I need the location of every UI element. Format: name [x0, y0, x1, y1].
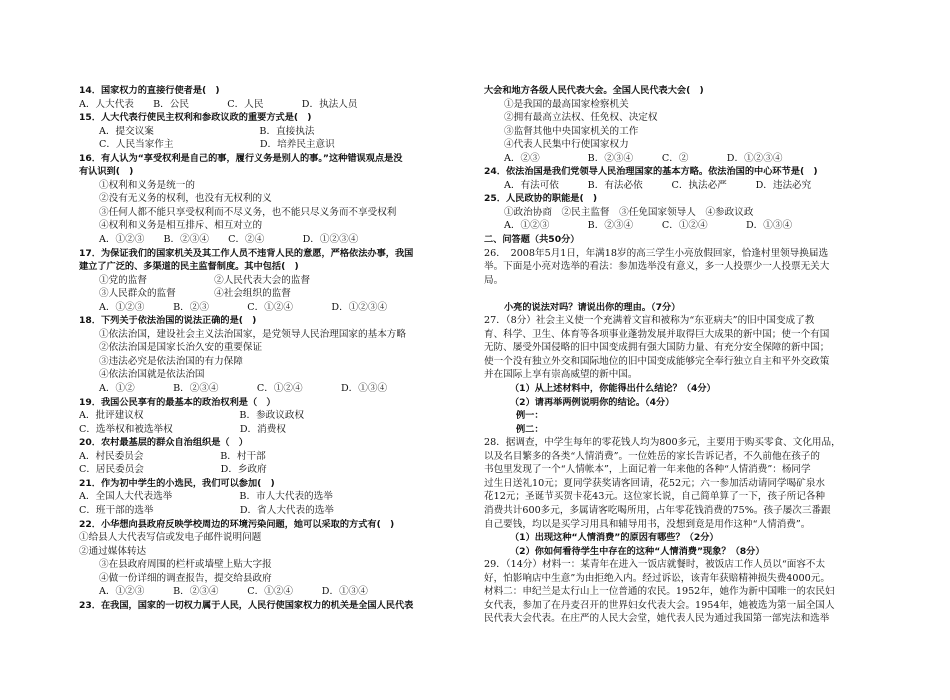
left-line: A．①② B．②③④ C．①②④ D．①③④	[99, 383, 388, 395]
right-line: ①是我国的最高国家检察机关	[504, 98, 629, 110]
left-line: ④做一份详细的调查报告，提交给县政府	[99, 572, 272, 584]
left-line: ①权利和义务是统一的	[99, 179, 195, 191]
right-line: 二、问答题（共50分）	[484, 234, 580, 246]
left-line: A．批评建议权 B．参政议政权	[79, 410, 305, 422]
right-line: 25．人民政协的职能是( )	[484, 193, 598, 205]
right-line: 大会和地方各级人民代表大会。全国人民代表大会( )	[484, 85, 704, 96]
left-line: 19．我国公民享有的最基本的政治权利是（ ）	[79, 396, 276, 408]
right-line: 书包里发现了一个“人情帐本”，上面记着一年来他的各种“人情消费”：杨同学	[484, 464, 811, 476]
left-line: ②通过媒体转达	[79, 545, 147, 557]
right-line: （2）请再举两例说明你的结论。（4分）	[510, 396, 675, 408]
left-line: 17．为保证我们的国家机关及其工作人员不违背人民的意愿，严格依法办事，我国	[79, 247, 414, 259]
left-line: 16．有人认为“享受权利是自己的事，履行义务是别人的事。”这种错误观点是没	[79, 152, 403, 164]
right-line: 育、科学、卫生、体育等各项事业蓬勃发展并取得巨大成果的新中国；使一个有国	[484, 328, 830, 340]
left-line: 有认识到( )	[79, 166, 134, 178]
left-line: A．①②③ B．②③④ C．②④ D．①②③④	[99, 234, 359, 246]
left-line: A．提交议案 B．直接执法	[99, 125, 315, 137]
right-line: 局。	[484, 274, 504, 286]
left-line: 14．国家权力的直接行使者是( )	[79, 85, 220, 96]
left-line: ②依法治国是国家长治久安的重要保证	[99, 342, 263, 354]
left-line: A．人大代表 B．公民 C．人民 D．执法人员	[79, 98, 358, 110]
left-line: 21．作为初中学生的小选民，我们可以参加( )	[79, 477, 275, 489]
right-line: A．①②③ B．②③④ C．①②④ D．①③④	[504, 220, 793, 232]
right-line: 花12元；圣诞节买贺卡花43元。这位家长说，自己简单算了一下，孩子所记各种	[484, 491, 826, 503]
left-line: ①依法治国，建设社会主义法治国家，是党领导人民治理国家的基本方略	[99, 328, 406, 340]
right-line: （1）从上述材料中，你能得出什么结论？（4分）	[510, 383, 716, 395]
right-line: 举。下面是小亮对选举的看法：参加选举没有意义，多一人投票少一人投票无关大	[484, 261, 830, 273]
right-line: 民代表大会代表。在庄严的人民大会堂，她代表人民为通过我国第一部宪法和选举	[484, 613, 830, 625]
right-column	[484, 84, 876, 626]
right-line: 过生日送礼10元；夏同学获奖请客回请，花52元；六一参加活动请同学喝矿泉水	[484, 477, 826, 489]
left-line: ③在县政府周围的栏杆或墙壁上贴大字报	[99, 559, 272, 571]
right-line: （2）你如何看待学生中存在的这种“人情消费”现象？（8分）	[510, 545, 765, 557]
right-line: ③监督其他中央国家机关的工作	[504, 125, 639, 137]
left-line: C．班干部的选举 D．省人大代表的选举	[79, 504, 334, 516]
left-line: C．居民委员会 D．乡政府	[79, 464, 267, 476]
right-line: 小亮的说法对吗？请说出你的理由。（7分）	[504, 301, 681, 313]
right-line: 材料二：申纪兰是太行山上一位普通的农民。1952年，她作为新中国唯一的农民妇	[484, 586, 835, 598]
left-line: 20．农村最基层的群众自治组织是（ ）	[79, 437, 248, 449]
right-line: ①政治协商 ②民主监督 ③任免国家领导人 ④参政议政	[504, 206, 754, 218]
right-line: ④代表人民集中行使国家权力	[504, 139, 629, 151]
left-line: ④依法治国就是依法治国	[99, 369, 205, 381]
left-line: 23．在我国，国家的一切权力属于人民，人民行使国家权力的机关是全国人民代表	[79, 599, 414, 611]
left-line: ③人民群众的监督 ④社会组织的监督	[99, 288, 291, 300]
right-line	[484, 287, 876, 301]
right-line: 使一个没有独立外交和国际地位的旧中国变成能够完全奉行独立自主和平外交政策	[484, 355, 830, 367]
right-line: 28．据调查，中学生每年的零花钱人均为800多元，主要用于购买零食、文化用品，	[484, 437, 841, 449]
left-line: C．人民当家作主 D．培养民主意识	[99, 139, 335, 151]
right-line: 例一：	[516, 410, 544, 422]
left-line: C．选举权和被选举权 D．消费权	[79, 423, 286, 435]
right-line: 例二：	[516, 423, 544, 435]
left-line: A．全国人大代表选举 B．市人大代表的选举	[79, 491, 333, 503]
left-column	[79, 84, 467, 612]
right-line: （1）出现这种“人情消费”的原因有哪些？（2分）	[510, 532, 719, 544]
right-line: 自己要钱，均以是买学习用具和辅导用书，没想到竟是用作这种“人情消费”。	[484, 518, 811, 530]
right-line: 29．（14分）材料一：某青年在进入一饭店就餐时，被饭店工作人员以“面容不太	[484, 559, 826, 571]
left-line: ①党的监督 ②人民代表大会的监督	[99, 274, 311, 286]
left-line: 22．小华想向县政府反映学校周边的环境污染问题，她可以采取的方式有( )	[79, 518, 395, 530]
left-line: A．村民委员会 B．村干部	[79, 450, 266, 462]
left-line: ③违法必究是依法治国的有力保障	[99, 355, 243, 367]
left-line: ②没有无义务的权利，也没有无权利的义	[99, 193, 272, 205]
right-line: 好，怕影响店中生意”为由拒绝入内。经过诉讼，该青年获赔精神损失费4000元。	[484, 572, 830, 584]
left-line: ③任何人都不能只享受权利而不尽义务，也不能只尽义务而不享受权利	[99, 206, 397, 218]
right-line: 无防、屡受外国侵略的旧中国变成拥有强大国防力量、有充分安全保障的新中国；	[484, 342, 830, 354]
left-line: 18．下列关于依法治国的说法正确的是( )	[79, 315, 257, 327]
left-line: ①给县人大代表写信或发电子邮件说明问题	[79, 532, 262, 544]
left-line: 15．人大代表行使民主权利和参政议政的重要方式是( )	[79, 112, 312, 124]
right-line: 27．（8分）社会主义使一个充满着文盲和被称为“东亚病夫”的旧中国变成了教	[484, 315, 815, 327]
left-line: ④权利和义务是相互排斥、相互对立的	[99, 220, 263, 232]
right-line: 24．依法治国是我们党领导人民治理国家的基本方略。依法治国的中心环节是( )	[484, 166, 818, 178]
right-line: 以及名目繁多的各类“人情消费”。一位姓岳的家长告诉记者，不久前他在孩子的	[484, 450, 820, 462]
right-line: 并在国际上享有崇高威望的新中国。	[484, 369, 638, 381]
right-line: A．②③ B．②③④ C．② D．①②③④	[504, 152, 783, 164]
left-line: A．①②③ B．②③④ C．①②④ D．①③④	[99, 586, 368, 598]
right-line: ②拥有最高立法权、任免权、决定权	[504, 112, 658, 124]
right-line: 26． 2008年5月1日，年满18岁的高三学生小亮放假回家，恰逢村里领导换届选	[484, 247, 829, 259]
left-line: A．①②③ B．②③ C．①②④ D．①②③④	[99, 301, 388, 313]
right-line: 消费共计600多元，多属请客吃喝所用，占年零花钱消费的75%。孩子屡次三番跟	[484, 504, 831, 516]
right-line: 女代表，参加了在丹麦召开的世界妇女代表大会。1954年，她被选为第一届全国人	[484, 599, 835, 611]
right-line: A．有法可依 B．有法必依 C．执法必严 D．违法必究	[504, 179, 812, 191]
left-line: 建立了广泛的、多渠道的民主监督制度。其中包括( )	[79, 261, 299, 273]
